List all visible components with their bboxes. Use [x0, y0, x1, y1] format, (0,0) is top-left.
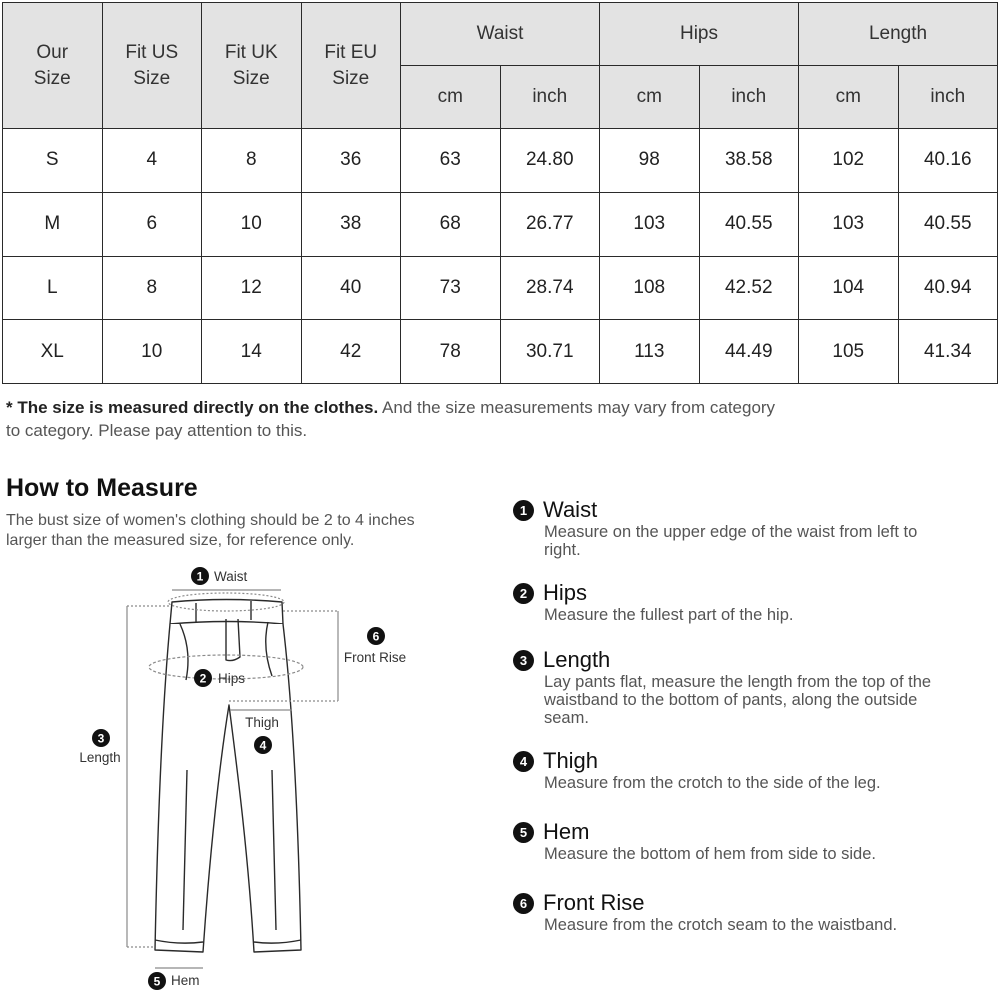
- table-cell: 103: [600, 192, 700, 256]
- instruction-description: Lay pants flat, measure the length from the top of the waistband to the bottom of pants, along the outside seam.: [544, 673, 932, 727]
- table-cell: 103: [799, 192, 899, 256]
- how-to-measure-title: How to Measure: [6, 474, 198, 502]
- instruction-title: Thigh: [543, 748, 599, 773]
- header-unit: inch: [500, 66, 600, 129]
- instruction-title: Hips: [543, 580, 588, 605]
- table-cell: 12: [202, 256, 302, 320]
- table-row: [3, 192, 998, 256]
- table-cell: 102: [799, 129, 899, 193]
- instruction-title: Hem: [543, 819, 590, 844]
- table-cell: 98: [600, 129, 700, 193]
- instruction-hem: [513, 819, 993, 863]
- svg-text:Hips: Hips: [218, 671, 246, 686]
- table-cell: 30.71: [500, 320, 600, 384]
- table-cell: 73: [401, 256, 501, 320]
- table-cell: 78: [401, 320, 501, 384]
- table-row: [3, 320, 998, 384]
- header-unit: cm: [799, 66, 899, 129]
- svg-text:Hem: Hem: [171, 973, 200, 988]
- pants-measurement-diagram: [60, 560, 430, 994]
- table-cell: M: [3, 192, 103, 256]
- instruction-waist: [513, 497, 993, 559]
- table-row: [3, 256, 998, 320]
- table-cell: 28.74: [500, 256, 600, 320]
- how-to-measure-subtitle: The bust size of women's clothing should be 2 to 4 inches larger than the measured size, for reference only.: [6, 512, 415, 549]
- size-note-text: And the size measurements may vary from category to category. Please pay attention to this.: [6, 398, 776, 440]
- number-badge-icon: 3: [513, 650, 534, 671]
- svg-text:Front Rise: Front Rise: [343, 650, 407, 665]
- header-unit: inch: [898, 66, 998, 129]
- number-badge-icon: 1: [513, 500, 534, 521]
- table-cell: 40: [301, 256, 401, 320]
- table-cell: L: [3, 256, 103, 320]
- svg-text:6: 6: [372, 629, 380, 644]
- instruction-description: Measure from the crotch to the side of the leg.: [544, 774, 881, 792]
- svg-text:2: 2: [199, 671, 207, 686]
- table-cell: 6: [102, 192, 202, 256]
- table-cell: 8: [202, 129, 302, 193]
- diagram-label-waist: [191, 567, 247, 585]
- svg-text:5: 5: [153, 974, 161, 989]
- table-cell: 108: [600, 256, 700, 320]
- table-cell: 40.16: [898, 129, 998, 193]
- table-cell: 41.34: [898, 320, 998, 384]
- instruction-title: Length: [543, 647, 611, 672]
- table-cell: 42.52: [699, 256, 799, 320]
- diagram-label-length: [79, 729, 120, 765]
- instruction-thigh: [513, 748, 993, 792]
- svg-text:Length: Length: [79, 750, 121, 765]
- header-unit: inch: [699, 66, 799, 129]
- table-cell: 10: [102, 320, 202, 384]
- diagram-label-front-rise: [344, 627, 406, 665]
- number-badge-icon: 5: [513, 822, 534, 843]
- table-cell: 40.55: [699, 192, 799, 256]
- table-cell: 26.77: [500, 192, 600, 256]
- instruction-description: Measure on the upper edge of the waist from left to right.: [544, 523, 918, 559]
- instruction-description: Measure the fullest part of the hip.: [544, 606, 794, 624]
- diagram-label-hem: [148, 972, 200, 990]
- table-cell: 40.55: [898, 192, 998, 256]
- table-cell: XL: [3, 320, 103, 384]
- table-cell: 44.49: [699, 320, 799, 384]
- header-our-size: Our Size: [3, 3, 103, 129]
- header-fit-eu-size: Fit EU Size: [301, 3, 401, 129]
- table-cell: 38.58: [699, 129, 799, 193]
- header-unit: cm: [600, 66, 700, 129]
- instruction-title: Waist: [543, 497, 598, 522]
- instruction-length: [513, 647, 993, 727]
- header-hips: Hips: [600, 3, 799, 66]
- instruction-description: Measure from the crotch seam to the waistband.: [544, 916, 898, 934]
- table-cell: S: [3, 129, 103, 193]
- header-waist: Waist: [401, 3, 600, 66]
- header-fit-us-size: Fit US Size: [102, 3, 202, 129]
- header-length: Length: [799, 3, 998, 66]
- header-fit-uk-size: Fit UK Size: [202, 3, 302, 129]
- table-cell: 40.94: [898, 256, 998, 320]
- svg-text:Thigh: Thigh: [245, 715, 279, 730]
- table-cell: 68: [401, 192, 501, 256]
- number-badge-icon: 2: [513, 583, 534, 604]
- svg-text:3: 3: [97, 731, 105, 746]
- instruction-hips: [513, 580, 993, 624]
- table-cell: 10: [202, 192, 302, 256]
- svg-text:Waist: Waist: [214, 569, 248, 584]
- instruction-description: Measure the bottom of hem from side to side.: [544, 845, 876, 863]
- table-cell: 36: [301, 129, 401, 193]
- table-cell: 4: [102, 129, 202, 193]
- size-note-emphasis: * The size is measured directly on the clothes.: [6, 398, 379, 417]
- number-badge-icon: 6: [513, 893, 534, 914]
- table-row: [3, 129, 998, 193]
- table-cell: 104: [799, 256, 899, 320]
- pants-outline: [155, 600, 301, 953]
- instruction-front-rise: [513, 890, 993, 934]
- table-cell: 105: [799, 320, 899, 384]
- table-cell: 8: [102, 256, 202, 320]
- table-cell: 42: [301, 320, 401, 384]
- size-note: [6, 396, 786, 442]
- svg-text:1: 1: [196, 569, 204, 584]
- svg-text:4: 4: [259, 738, 267, 753]
- size-chart-table: [2, 2, 998, 384]
- diagram-label-hips: [194, 669, 245, 687]
- header-unit: cm: [401, 66, 501, 129]
- table-cell: 63: [401, 129, 501, 193]
- table-cell: 14: [202, 320, 302, 384]
- table-cell: 38: [301, 192, 401, 256]
- size-table-body: [3, 129, 998, 384]
- instruction-title: Front Rise: [543, 890, 645, 915]
- table-cell: 113: [600, 320, 700, 384]
- number-badge-icon: 4: [513, 751, 534, 772]
- table-cell: 24.80: [500, 129, 600, 193]
